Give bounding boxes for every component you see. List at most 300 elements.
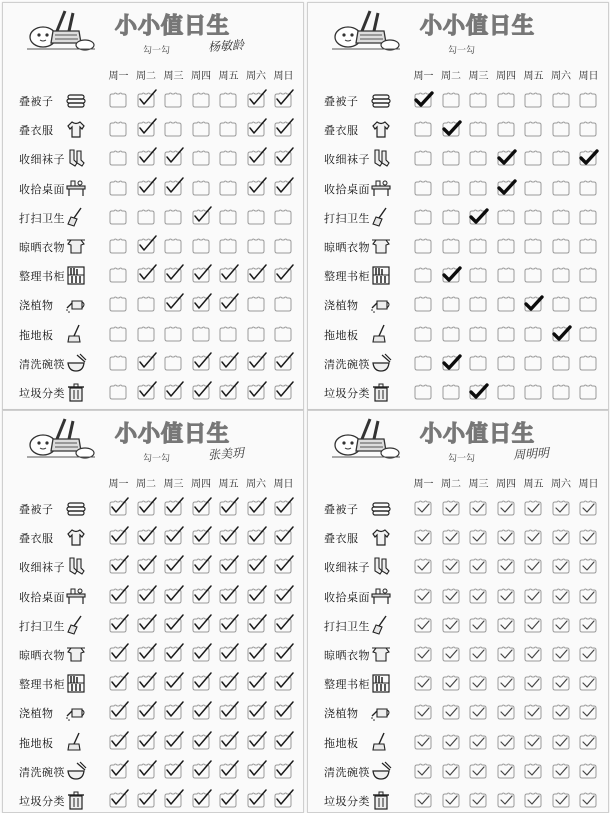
check-box[interactable]	[467, 645, 489, 663]
check-box[interactable]	[245, 325, 267, 343]
check-box[interactable]	[467, 762, 489, 780]
check-box[interactable]	[577, 762, 599, 780]
check-box[interactable]	[412, 762, 434, 780]
check-box[interactable]	[272, 295, 294, 313]
check-box[interactable]	[107, 295, 129, 313]
check-box[interactable]	[467, 179, 489, 197]
check-box[interactable]	[522, 208, 544, 226]
check-box[interactable]	[135, 91, 157, 109]
check-box[interactable]	[107, 383, 129, 401]
check-box[interactable]	[412, 149, 434, 167]
check-box[interactable]	[272, 645, 294, 663]
check-box[interactable]	[245, 791, 267, 809]
check-box[interactable]	[107, 91, 129, 109]
check-box[interactable]	[522, 383, 544, 401]
check-box[interactable]	[190, 179, 212, 197]
check-box[interactable]	[577, 703, 599, 721]
check-box[interactable]	[440, 237, 462, 255]
check-box[interactable]	[217, 266, 239, 284]
check-box[interactable]	[412, 674, 434, 692]
check-box[interactable]	[577, 557, 599, 575]
check-box[interactable]	[135, 383, 157, 401]
check-box[interactable]	[522, 616, 544, 634]
check-box[interactable]	[467, 295, 489, 313]
check-box[interactable]	[190, 499, 212, 517]
check-box[interactable]	[440, 179, 462, 197]
check-box[interactable]	[522, 266, 544, 284]
check-box[interactable]	[107, 557, 129, 575]
check-box[interactable]	[522, 703, 544, 721]
check-box[interactable]	[550, 762, 572, 780]
check-box[interactable]	[162, 120, 184, 138]
check-box[interactable]	[467, 237, 489, 255]
check-box[interactable]	[272, 120, 294, 138]
check-box[interactable]	[162, 325, 184, 343]
check-box[interactable]	[135, 703, 157, 721]
check-box[interactable]	[162, 703, 184, 721]
check-box[interactable]	[245, 674, 267, 692]
check-box[interactable]	[190, 528, 212, 546]
check-box[interactable]	[550, 383, 572, 401]
check-box[interactable]	[495, 179, 517, 197]
check-box[interactable]	[162, 733, 184, 751]
check-box[interactable]	[412, 295, 434, 313]
check-box[interactable]	[577, 645, 599, 663]
check-box[interactable]	[135, 616, 157, 634]
check-box[interactable]	[550, 499, 572, 517]
check-box[interactable]	[467, 587, 489, 605]
check-box[interactable]	[495, 295, 517, 313]
check-box[interactable]	[162, 383, 184, 401]
check-box[interactable]	[550, 791, 572, 809]
check-box[interactable]	[522, 354, 544, 372]
check-box[interactable]	[162, 645, 184, 663]
check-box[interactable]	[550, 266, 572, 284]
check-box[interactable]	[495, 791, 517, 809]
check-box[interactable]	[245, 703, 267, 721]
check-box[interactable]	[135, 354, 157, 372]
check-box[interactable]	[217, 762, 239, 780]
check-box[interactable]	[522, 179, 544, 197]
check-box[interactable]	[412, 179, 434, 197]
check-box[interactable]	[190, 616, 212, 634]
check-box[interactable]	[217, 587, 239, 605]
check-box[interactable]	[245, 383, 267, 401]
check-box[interactable]	[495, 325, 517, 343]
check-box[interactable]	[577, 354, 599, 372]
check-box[interactable]	[162, 499, 184, 517]
check-box[interactable]	[577, 383, 599, 401]
check-box[interactable]	[412, 557, 434, 575]
check-box[interactable]	[550, 616, 572, 634]
check-box[interactable]	[577, 266, 599, 284]
check-box[interactable]	[412, 528, 434, 546]
check-box[interactable]	[550, 528, 572, 546]
check-box[interactable]	[495, 149, 517, 167]
check-box[interactable]	[412, 325, 434, 343]
check-box[interactable]	[577, 325, 599, 343]
check-box[interactable]	[107, 791, 129, 809]
check-box[interactable]	[107, 120, 129, 138]
check-box[interactable]	[440, 499, 462, 517]
check-box[interactable]	[577, 149, 599, 167]
check-box[interactable]	[107, 499, 129, 517]
check-box[interactable]	[550, 587, 572, 605]
check-box[interactable]	[522, 499, 544, 517]
check-box[interactable]	[495, 266, 517, 284]
check-box[interactable]	[272, 383, 294, 401]
check-box[interactable]	[272, 149, 294, 167]
check-box[interactable]	[522, 91, 544, 109]
check-box[interactable]	[440, 266, 462, 284]
check-box[interactable]	[550, 179, 572, 197]
check-box[interactable]	[135, 587, 157, 605]
check-box[interactable]	[190, 791, 212, 809]
check-box[interactable]	[245, 266, 267, 284]
check-box[interactable]	[217, 91, 239, 109]
check-box[interactable]	[522, 762, 544, 780]
check-box[interactable]	[522, 733, 544, 751]
check-box[interactable]	[522, 557, 544, 575]
check-box[interactable]	[135, 120, 157, 138]
check-box[interactable]	[467, 616, 489, 634]
check-box[interactable]	[467, 499, 489, 517]
check-box[interactable]	[522, 149, 544, 167]
check-box[interactable]	[440, 587, 462, 605]
check-box[interactable]	[440, 674, 462, 692]
check-box[interactable]	[550, 237, 572, 255]
check-box[interactable]	[577, 528, 599, 546]
check-box[interactable]	[522, 120, 544, 138]
check-box[interactable]	[272, 354, 294, 372]
check-box[interactable]	[107, 325, 129, 343]
check-box[interactable]	[272, 791, 294, 809]
check-box[interactable]	[162, 179, 184, 197]
check-box[interactable]	[190, 557, 212, 575]
check-box[interactable]	[467, 354, 489, 372]
check-box[interactable]	[412, 587, 434, 605]
check-box[interactable]	[190, 587, 212, 605]
check-box[interactable]	[190, 325, 212, 343]
check-box[interactable]	[272, 179, 294, 197]
check-box[interactable]	[272, 528, 294, 546]
check-box[interactable]	[272, 325, 294, 343]
check-box[interactable]	[577, 616, 599, 634]
check-box[interactable]	[107, 645, 129, 663]
check-box[interactable]	[162, 791, 184, 809]
check-box[interactable]	[522, 237, 544, 255]
check-box[interactable]	[577, 120, 599, 138]
check-box[interactable]	[495, 237, 517, 255]
check-box[interactable]	[217, 645, 239, 663]
check-box[interactable]	[412, 703, 434, 721]
check-box[interactable]	[495, 645, 517, 663]
check-box[interactable]	[190, 674, 212, 692]
check-box[interactable]	[135, 149, 157, 167]
check-box[interactable]	[550, 733, 572, 751]
check-box[interactable]	[495, 383, 517, 401]
check-box[interactable]	[577, 179, 599, 197]
check-box[interactable]	[440, 354, 462, 372]
check-box[interactable]	[190, 208, 212, 226]
check-box[interactable]	[495, 557, 517, 575]
check-box[interactable]	[107, 587, 129, 605]
check-box[interactable]	[135, 645, 157, 663]
check-box[interactable]	[162, 674, 184, 692]
check-box[interactable]	[245, 295, 267, 313]
check-box[interactable]	[162, 91, 184, 109]
check-box[interactable]	[245, 762, 267, 780]
check-box[interactable]	[217, 149, 239, 167]
check-box[interactable]	[467, 120, 489, 138]
check-box[interactable]	[467, 383, 489, 401]
check-box[interactable]	[412, 499, 434, 517]
check-box[interactable]	[577, 674, 599, 692]
check-box[interactable]	[272, 266, 294, 284]
check-box[interactable]	[245, 237, 267, 255]
check-box[interactable]	[162, 295, 184, 313]
check-box[interactable]	[550, 703, 572, 721]
check-box[interactable]	[135, 733, 157, 751]
check-box[interactable]	[522, 528, 544, 546]
check-box[interactable]	[495, 91, 517, 109]
check-box[interactable]	[577, 733, 599, 751]
check-box[interactable]	[440, 91, 462, 109]
check-box[interactable]	[135, 208, 157, 226]
check-box[interactable]	[245, 149, 267, 167]
check-box[interactable]	[217, 499, 239, 517]
check-box[interactable]	[190, 120, 212, 138]
check-box[interactable]	[550, 295, 572, 313]
check-box[interactable]	[272, 499, 294, 517]
check-box[interactable]	[495, 587, 517, 605]
check-box[interactable]	[467, 703, 489, 721]
check-box[interactable]	[245, 733, 267, 751]
check-box[interactable]	[190, 266, 212, 284]
check-box[interactable]	[577, 791, 599, 809]
check-box[interactable]	[190, 91, 212, 109]
check-box[interactable]	[217, 325, 239, 343]
check-box[interactable]	[245, 528, 267, 546]
check-box[interactable]	[550, 645, 572, 663]
check-box[interactable]	[550, 120, 572, 138]
check-box[interactable]	[440, 645, 462, 663]
check-box[interactable]	[412, 383, 434, 401]
check-box[interactable]	[412, 266, 434, 284]
check-box[interactable]	[162, 208, 184, 226]
check-box[interactable]	[412, 645, 434, 663]
check-box[interactable]	[272, 237, 294, 255]
check-box[interactable]	[550, 325, 572, 343]
check-box[interactable]	[107, 703, 129, 721]
check-box[interactable]	[522, 325, 544, 343]
check-box[interactable]	[107, 674, 129, 692]
check-box[interactable]	[495, 703, 517, 721]
check-box[interactable]	[440, 616, 462, 634]
check-box[interactable]	[107, 208, 129, 226]
check-box[interactable]	[245, 120, 267, 138]
check-box[interactable]	[162, 762, 184, 780]
check-box[interactable]	[190, 703, 212, 721]
check-box[interactable]	[245, 645, 267, 663]
check-box[interactable]	[440, 733, 462, 751]
check-box[interactable]	[550, 674, 572, 692]
check-box[interactable]	[577, 208, 599, 226]
check-box[interactable]	[467, 91, 489, 109]
check-box[interactable]	[577, 295, 599, 313]
check-box[interactable]	[217, 616, 239, 634]
check-box[interactable]	[107, 266, 129, 284]
check-box[interactable]	[495, 528, 517, 546]
check-box[interactable]	[107, 733, 129, 751]
check-box[interactable]	[412, 120, 434, 138]
check-box[interactable]	[217, 703, 239, 721]
check-box[interactable]	[412, 91, 434, 109]
check-box[interactable]	[162, 237, 184, 255]
check-box[interactable]	[412, 616, 434, 634]
check-box[interactable]	[162, 149, 184, 167]
check-box[interactable]	[107, 149, 129, 167]
check-box[interactable]	[440, 149, 462, 167]
check-box[interactable]	[217, 237, 239, 255]
check-box[interactable]	[272, 557, 294, 575]
check-box[interactable]	[467, 528, 489, 546]
check-box[interactable]	[135, 325, 157, 343]
check-box[interactable]	[135, 499, 157, 517]
check-box[interactable]	[440, 791, 462, 809]
check-box[interactable]	[412, 237, 434, 255]
check-box[interactable]	[550, 557, 572, 575]
check-box[interactable]	[550, 208, 572, 226]
check-box[interactable]	[135, 237, 157, 255]
check-box[interactable]	[495, 208, 517, 226]
check-box[interactable]	[440, 557, 462, 575]
check-box[interactable]	[135, 179, 157, 197]
check-box[interactable]	[495, 499, 517, 517]
check-box[interactable]	[135, 762, 157, 780]
check-box[interactable]	[577, 587, 599, 605]
check-box[interactable]	[190, 762, 212, 780]
check-box[interactable]	[135, 674, 157, 692]
check-box[interactable]	[522, 674, 544, 692]
check-box[interactable]	[190, 645, 212, 663]
check-box[interactable]	[135, 266, 157, 284]
check-box[interactable]	[245, 354, 267, 372]
check-box[interactable]	[495, 616, 517, 634]
check-box[interactable]	[467, 674, 489, 692]
check-box[interactable]	[217, 791, 239, 809]
check-box[interactable]	[272, 703, 294, 721]
check-box[interactable]	[135, 295, 157, 313]
check-box[interactable]	[495, 733, 517, 751]
check-box[interactable]	[550, 354, 572, 372]
check-box[interactable]	[245, 587, 267, 605]
check-box[interactable]	[135, 791, 157, 809]
check-box[interactable]	[107, 616, 129, 634]
check-box[interactable]	[467, 733, 489, 751]
check-box[interactable]	[272, 733, 294, 751]
check-box[interactable]	[245, 179, 267, 197]
check-box[interactable]	[577, 237, 599, 255]
check-box[interactable]	[272, 762, 294, 780]
check-box[interactable]	[440, 120, 462, 138]
check-box[interactable]	[162, 557, 184, 575]
check-box[interactable]	[217, 674, 239, 692]
check-box[interactable]	[190, 237, 212, 255]
check-box[interactable]	[107, 237, 129, 255]
check-box[interactable]	[272, 91, 294, 109]
check-box[interactable]	[550, 91, 572, 109]
check-box[interactable]	[440, 208, 462, 226]
check-box[interactable]	[522, 645, 544, 663]
check-box[interactable]	[440, 703, 462, 721]
check-box[interactable]	[467, 266, 489, 284]
check-box[interactable]	[272, 587, 294, 605]
check-box[interactable]	[272, 208, 294, 226]
check-box[interactable]	[467, 149, 489, 167]
check-box[interactable]	[440, 762, 462, 780]
check-box[interactable]	[162, 587, 184, 605]
check-box[interactable]	[522, 791, 544, 809]
check-box[interactable]	[162, 266, 184, 284]
check-box[interactable]	[245, 91, 267, 109]
check-box[interactable]	[217, 383, 239, 401]
check-box[interactable]	[190, 383, 212, 401]
check-box[interactable]	[107, 179, 129, 197]
check-box[interactable]	[495, 674, 517, 692]
check-box[interactable]	[467, 791, 489, 809]
check-box[interactable]	[217, 208, 239, 226]
check-box[interactable]	[245, 208, 267, 226]
check-box[interactable]	[190, 733, 212, 751]
check-box[interactable]	[245, 557, 267, 575]
check-box[interactable]	[217, 733, 239, 751]
check-box[interactable]	[272, 616, 294, 634]
check-box[interactable]	[440, 325, 462, 343]
check-box[interactable]	[412, 208, 434, 226]
check-box[interactable]	[162, 528, 184, 546]
check-box[interactable]	[135, 528, 157, 546]
check-box[interactable]	[135, 557, 157, 575]
check-box[interactable]	[190, 354, 212, 372]
check-box[interactable]	[467, 325, 489, 343]
check-box[interactable]	[495, 120, 517, 138]
check-box[interactable]	[217, 179, 239, 197]
check-box[interactable]	[440, 383, 462, 401]
check-box[interactable]	[440, 528, 462, 546]
check-box[interactable]	[217, 354, 239, 372]
check-box[interactable]	[495, 762, 517, 780]
check-box[interactable]	[245, 499, 267, 517]
check-box[interactable]	[245, 616, 267, 634]
check-box[interactable]	[522, 587, 544, 605]
check-box[interactable]	[412, 791, 434, 809]
check-box[interactable]	[162, 616, 184, 634]
check-box[interactable]	[190, 149, 212, 167]
check-box[interactable]	[107, 528, 129, 546]
check-box[interactable]	[107, 762, 129, 780]
check-box[interactable]	[467, 208, 489, 226]
check-box[interactable]	[440, 295, 462, 313]
check-box[interactable]	[107, 354, 129, 372]
check-box[interactable]	[217, 120, 239, 138]
check-box[interactable]	[217, 528, 239, 546]
check-box[interactable]	[522, 295, 544, 313]
check-box[interactable]	[217, 295, 239, 313]
check-box[interactable]	[412, 354, 434, 372]
check-box[interactable]	[162, 354, 184, 372]
check-box[interactable]	[217, 557, 239, 575]
